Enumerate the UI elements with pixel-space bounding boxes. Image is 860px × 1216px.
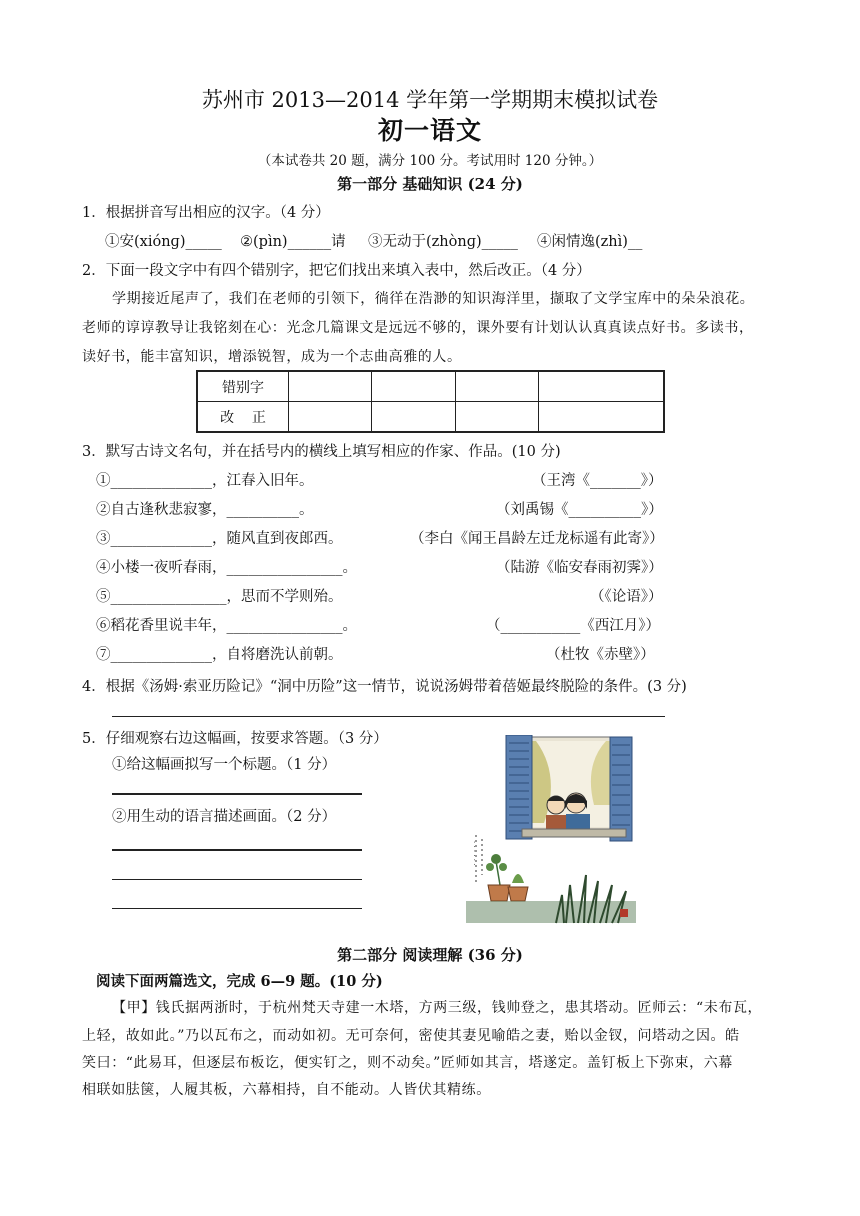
- table-cell[interactable]: [289, 402, 372, 433]
- table-label-wrong: 错别字: [197, 371, 289, 402]
- q5-sub2: ②用生动的语言描述画面。（2 分）: [112, 809, 337, 825]
- q1-item-1: ①安(xiónɡ)_____: [105, 234, 222, 250]
- q3-line-2: ②自古逢秋悲寂寥，__________。: [96, 502, 314, 518]
- table-row: [197, 402, 664, 433]
- table-cell[interactable]: [539, 402, 664, 433]
- q1-item-4: ④闲情逸(zhì)__: [537, 234, 643, 250]
- q3-line-3: ③______________，随风直到夜郎西。: [96, 531, 343, 547]
- table-cell[interactable]: [372, 402, 455, 433]
- q5-sub1: ①给这幅画拟写一个标题。（1 分）: [112, 757, 337, 773]
- q5-answer-line[interactable]: [112, 793, 362, 795]
- table-cell[interactable]: [372, 371, 455, 402]
- jia-line-3: 笑曰：“此易耳，但逐层布板讫，便实钉之，则不动矣。”匠师如其言，塔遂定。盖钉板上下弥束，六幕: [82, 1055, 733, 1071]
- q3-source-7: （杜牧《赤壁》）: [546, 647, 655, 663]
- q3-line-7: ⑦______________，自将磨洗认前朝。: [96, 647, 343, 663]
- q2-line-3: 读好书，能丰富知识，增添锐智，成为一个志曲高雅的人。: [82, 349, 462, 365]
- q2-line-1: 学期接近尾声了，我们在老师的引领下，徜徉在浩渺的知识海洋里，撷取了文学宝库中的朵朵浪花。: [112, 291, 755, 307]
- jia-line-1: 【甲】钱氏据两浙时，于杭州梵天寺建一木塔，方两三级，钱帅登之，患其塔动。匠师云：“未布瓦，: [112, 1000, 763, 1016]
- q4-stem: 4．根据《汤姆·索亚历险记》“洞中历险”这一情节，说说汤姆带着蓓姬最终脱险的条件。(3 分): [82, 679, 687, 695]
- jia-line-4: 相联如胠箧，人履其板，六幕相持，自不能动。人皆伏其精练。: [82, 1082, 491, 1098]
- q1-item-2: ②(pìn)______请: [240, 234, 346, 250]
- q2-line-2: 老师的谆谆教导让我铭刻在心：光念几篇课文是远远不够的，课外要有计划认认真真读点好书。多读书，: [82, 320, 754, 336]
- svg-text:· · · · · ·: · · · · · ·: [470, 841, 478, 866]
- table-row: [197, 371, 664, 402]
- q3-source-4: （陆游《临安春雨初霁》）: [496, 560, 663, 576]
- exam-note: （本试卷共 20 题，满分 100 分。考试用时 120 分钟。）: [257, 153, 603, 169]
- q3-line-6: ⑥稻花香里说丰年，________________。: [96, 618, 357, 634]
- table-cell[interactable]: [455, 402, 538, 433]
- q5-answer-line[interactable]: [112, 879, 362, 880]
- jia-line-2: 上轻，故如此。”乃以瓦布之，而动如初。无可奈何，密使其妻见喻皓之妻，贻以金钗，问塔动之因。皓: [82, 1028, 740, 1044]
- q5-stem: 5．仔细观察右边这幅画，按要求答题。（3 分）: [82, 731, 388, 747]
- table-cell[interactable]: [289, 371, 372, 402]
- q3-line-4: ④小楼一夜听春雨，________________。: [96, 560, 357, 576]
- table-cell[interactable]: [455, 371, 538, 402]
- q4-answer-line[interactable]: [112, 716, 665, 717]
- q3-source-3: （李白《闻王昌龄左迁龙标遥有此寄》）: [410, 531, 664, 547]
- table-label-correct: 改 正: [197, 402, 289, 433]
- q3-source-1: （王湾《_______》）: [532, 473, 663, 489]
- q3-stem: 3．默写古诗文名句，并在括号内的横线上填写相应的作家、作品。(10 分): [82, 444, 561, 460]
- q1-stem: 1．根据拼音写出相应的汉字。（4 分）: [82, 205, 330, 221]
- q1-item-3: ③无动于(zhònɡ)_____: [368, 234, 518, 250]
- q3-line-5: ⑤________________，思而不学则殆。: [96, 589, 343, 605]
- exam-title: 苏州市 2013—2014 学年第一学期期末模拟试卷: [201, 88, 659, 112]
- window-children-painting: [466, 735, 636, 927]
- q3-source-2: （刘禹锡《__________》）: [496, 502, 663, 518]
- q5-answer-line[interactable]: [112, 849, 362, 851]
- part1-heading: 第一部分 基础知识 (24 分): [337, 175, 523, 193]
- part2-intro: 阅读下面两篇选文，完成 6—9 题。(10 分): [96, 973, 383, 990]
- exam-subject: 初一语文: [377, 116, 482, 145]
- q3-source-6: （___________《西江月》）: [486, 618, 660, 634]
- error-table: [196, 370, 665, 433]
- table-cell[interactable]: [539, 371, 664, 402]
- q3-line-1: ①______________，江春入旧年。: [96, 473, 314, 489]
- q2-stem: 2．下面一段文字中有四个错别字，把它们找出来填入表中，然后改正。（4 分）: [82, 263, 591, 279]
- q5-answer-line[interactable]: [112, 908, 362, 909]
- q3-source-5: （《论语》）: [590, 589, 663, 605]
- part2-heading: 第二部分 阅读理解 (36 分): [337, 946, 523, 964]
